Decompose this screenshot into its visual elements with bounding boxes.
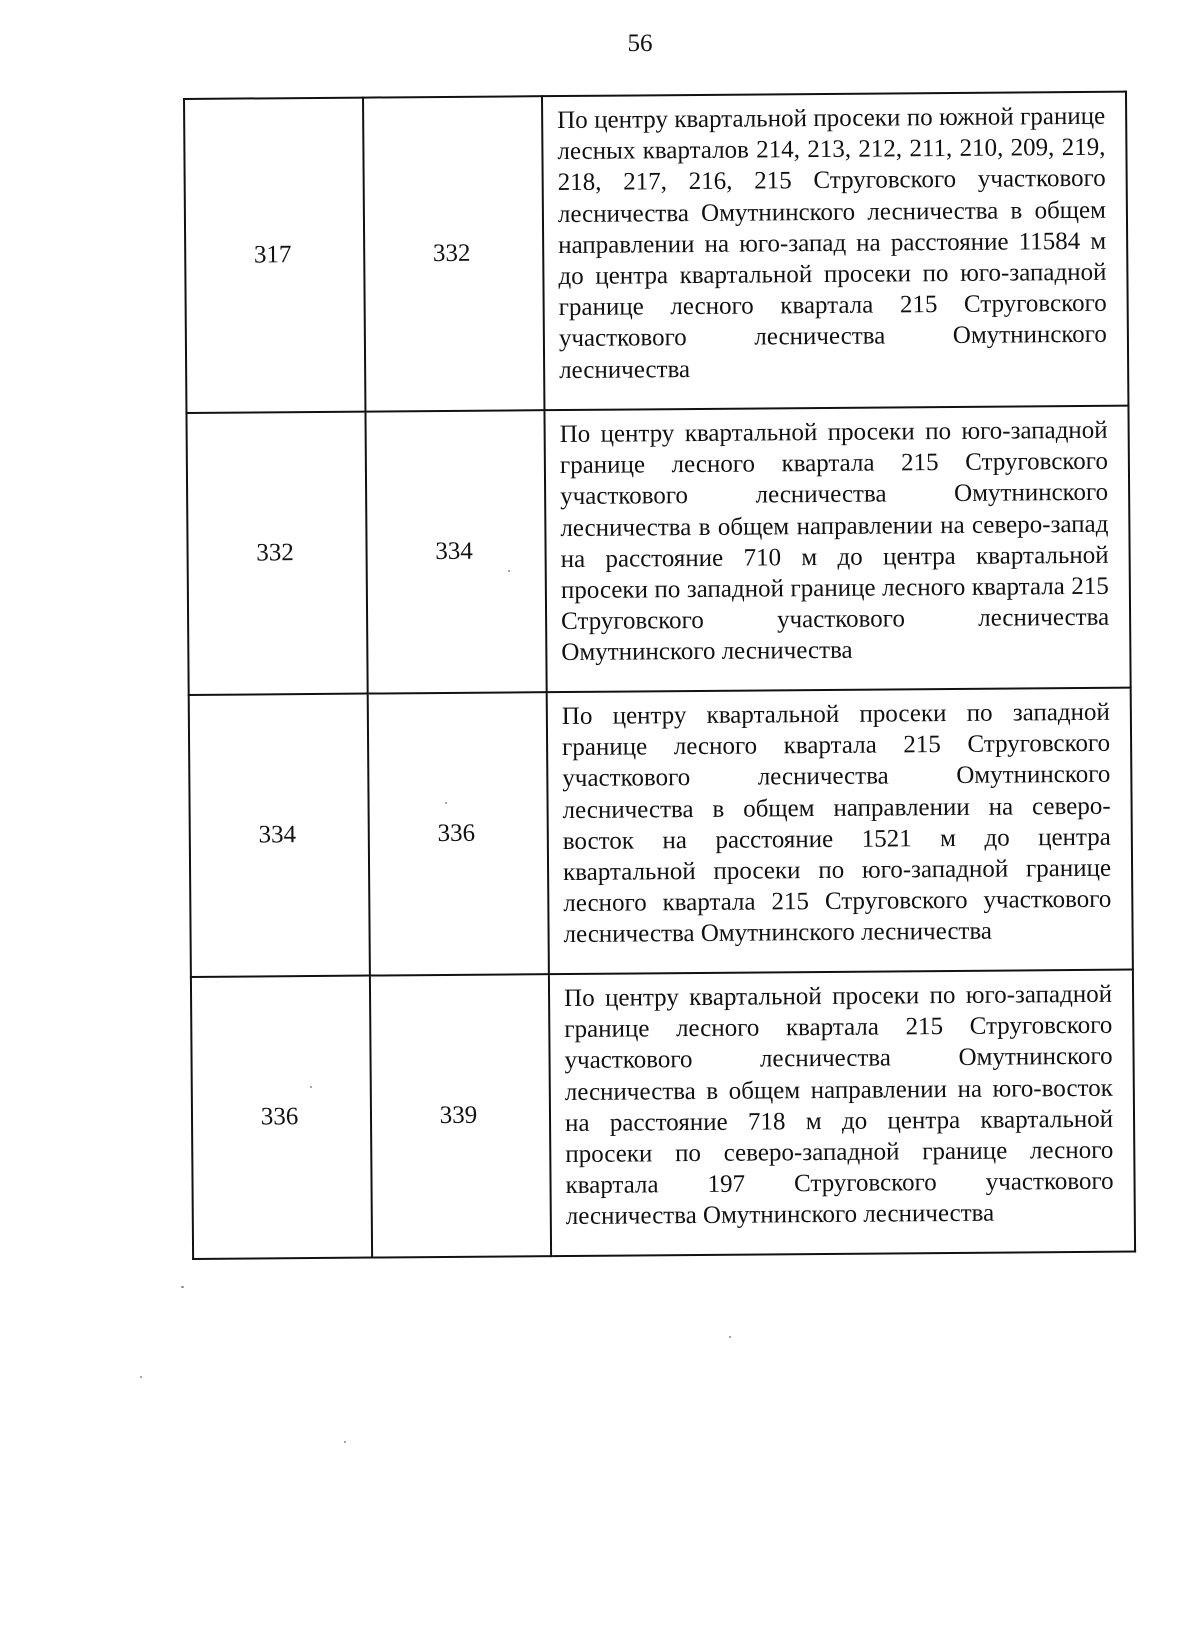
table-row (189, 688, 1133, 977)
scan-speck (729, 1336, 731, 1338)
scan-speck (508, 570, 510, 572)
from-point-number: 336 (260, 1103, 299, 1131)
to-point-cell (368, 692, 549, 975)
to-point-number: 336 (437, 820, 476, 848)
boundary-description: По центру квартальной просеки по западной границе лесного квартала 215 Струговского участкового лесничества Омутнинского лесничества в общем направлении на северо-восток на расстояние 1521 м до центра квартальной просеки по юго-западной границе лесного квартала 215 Струговского участкового лесничества Омутнинского лесничества (547, 688, 1133, 975)
scan-speck (445, 802, 447, 804)
table-row (186, 406, 1130, 695)
boundary-description: По центру квартальной просеки по южной границе лесных кварталов 214, 213, 212, 211, 210, 209, 219, 218, 217, 216, 215 Струговского участкового лесничества Омутнинского лесничества в общем направлении на юго-запад на расстояние 11584 м до центра квартальной просеки по юго-западной границе лесного квартала 215 Струговского участкового лесничества Омутнинского лесничества (542, 92, 1128, 411)
from-point-cell (184, 98, 365, 413)
boundary-description-table (183, 91, 1136, 1260)
table-row (191, 970, 1135, 1259)
to-point-number: 334 (435, 538, 473, 566)
from-point-cell (186, 412, 367, 695)
from-point-number: 317 (253, 241, 292, 269)
from-point-number: 334 (258, 821, 297, 849)
scan-speck (344, 1441, 346, 1443)
table-row (184, 92, 1128, 413)
boundary-description: По центру квартальной просеки по юго-западной границе лесного квартала 215 Струговского участкового лесничества Омутнинского лесничества в общем направлении на северо-запад на расстояние 710 м до центра квартальной просеки по западной границе лесного квартала 215 Струговского участкового лесничества Омутнинского лесничества (544, 406, 1130, 693)
from-point-cell (189, 694, 370, 977)
to-point-number: 332 (432, 240, 471, 268)
scan-speck (181, 1286, 184, 1288)
to-point-number: 339 (439, 1102, 478, 1130)
page-number: 56 (627, 30, 653, 57)
to-point-cell (363, 96, 544, 411)
to-point-cell (370, 974, 551, 1257)
from-point-cell (191, 976, 372, 1259)
from-point-number: 332 (256, 539, 294, 567)
to-point-cell (365, 410, 546, 693)
boundary-description: По центру квартальной просеки по юго-западной границе лесного квартала 215 Струговского участкового лесничества Омутнинского лесничества в общем направлении на юго-восток на расстояние 718 м до центра квартальной просеки по северо-западной границе лесного квартала 197 Струговского участкового лесничества Омутнинского лесничества (549, 970, 1135, 1257)
scan-speck (310, 1086, 312, 1088)
scan-speck (140, 1376, 142, 1378)
